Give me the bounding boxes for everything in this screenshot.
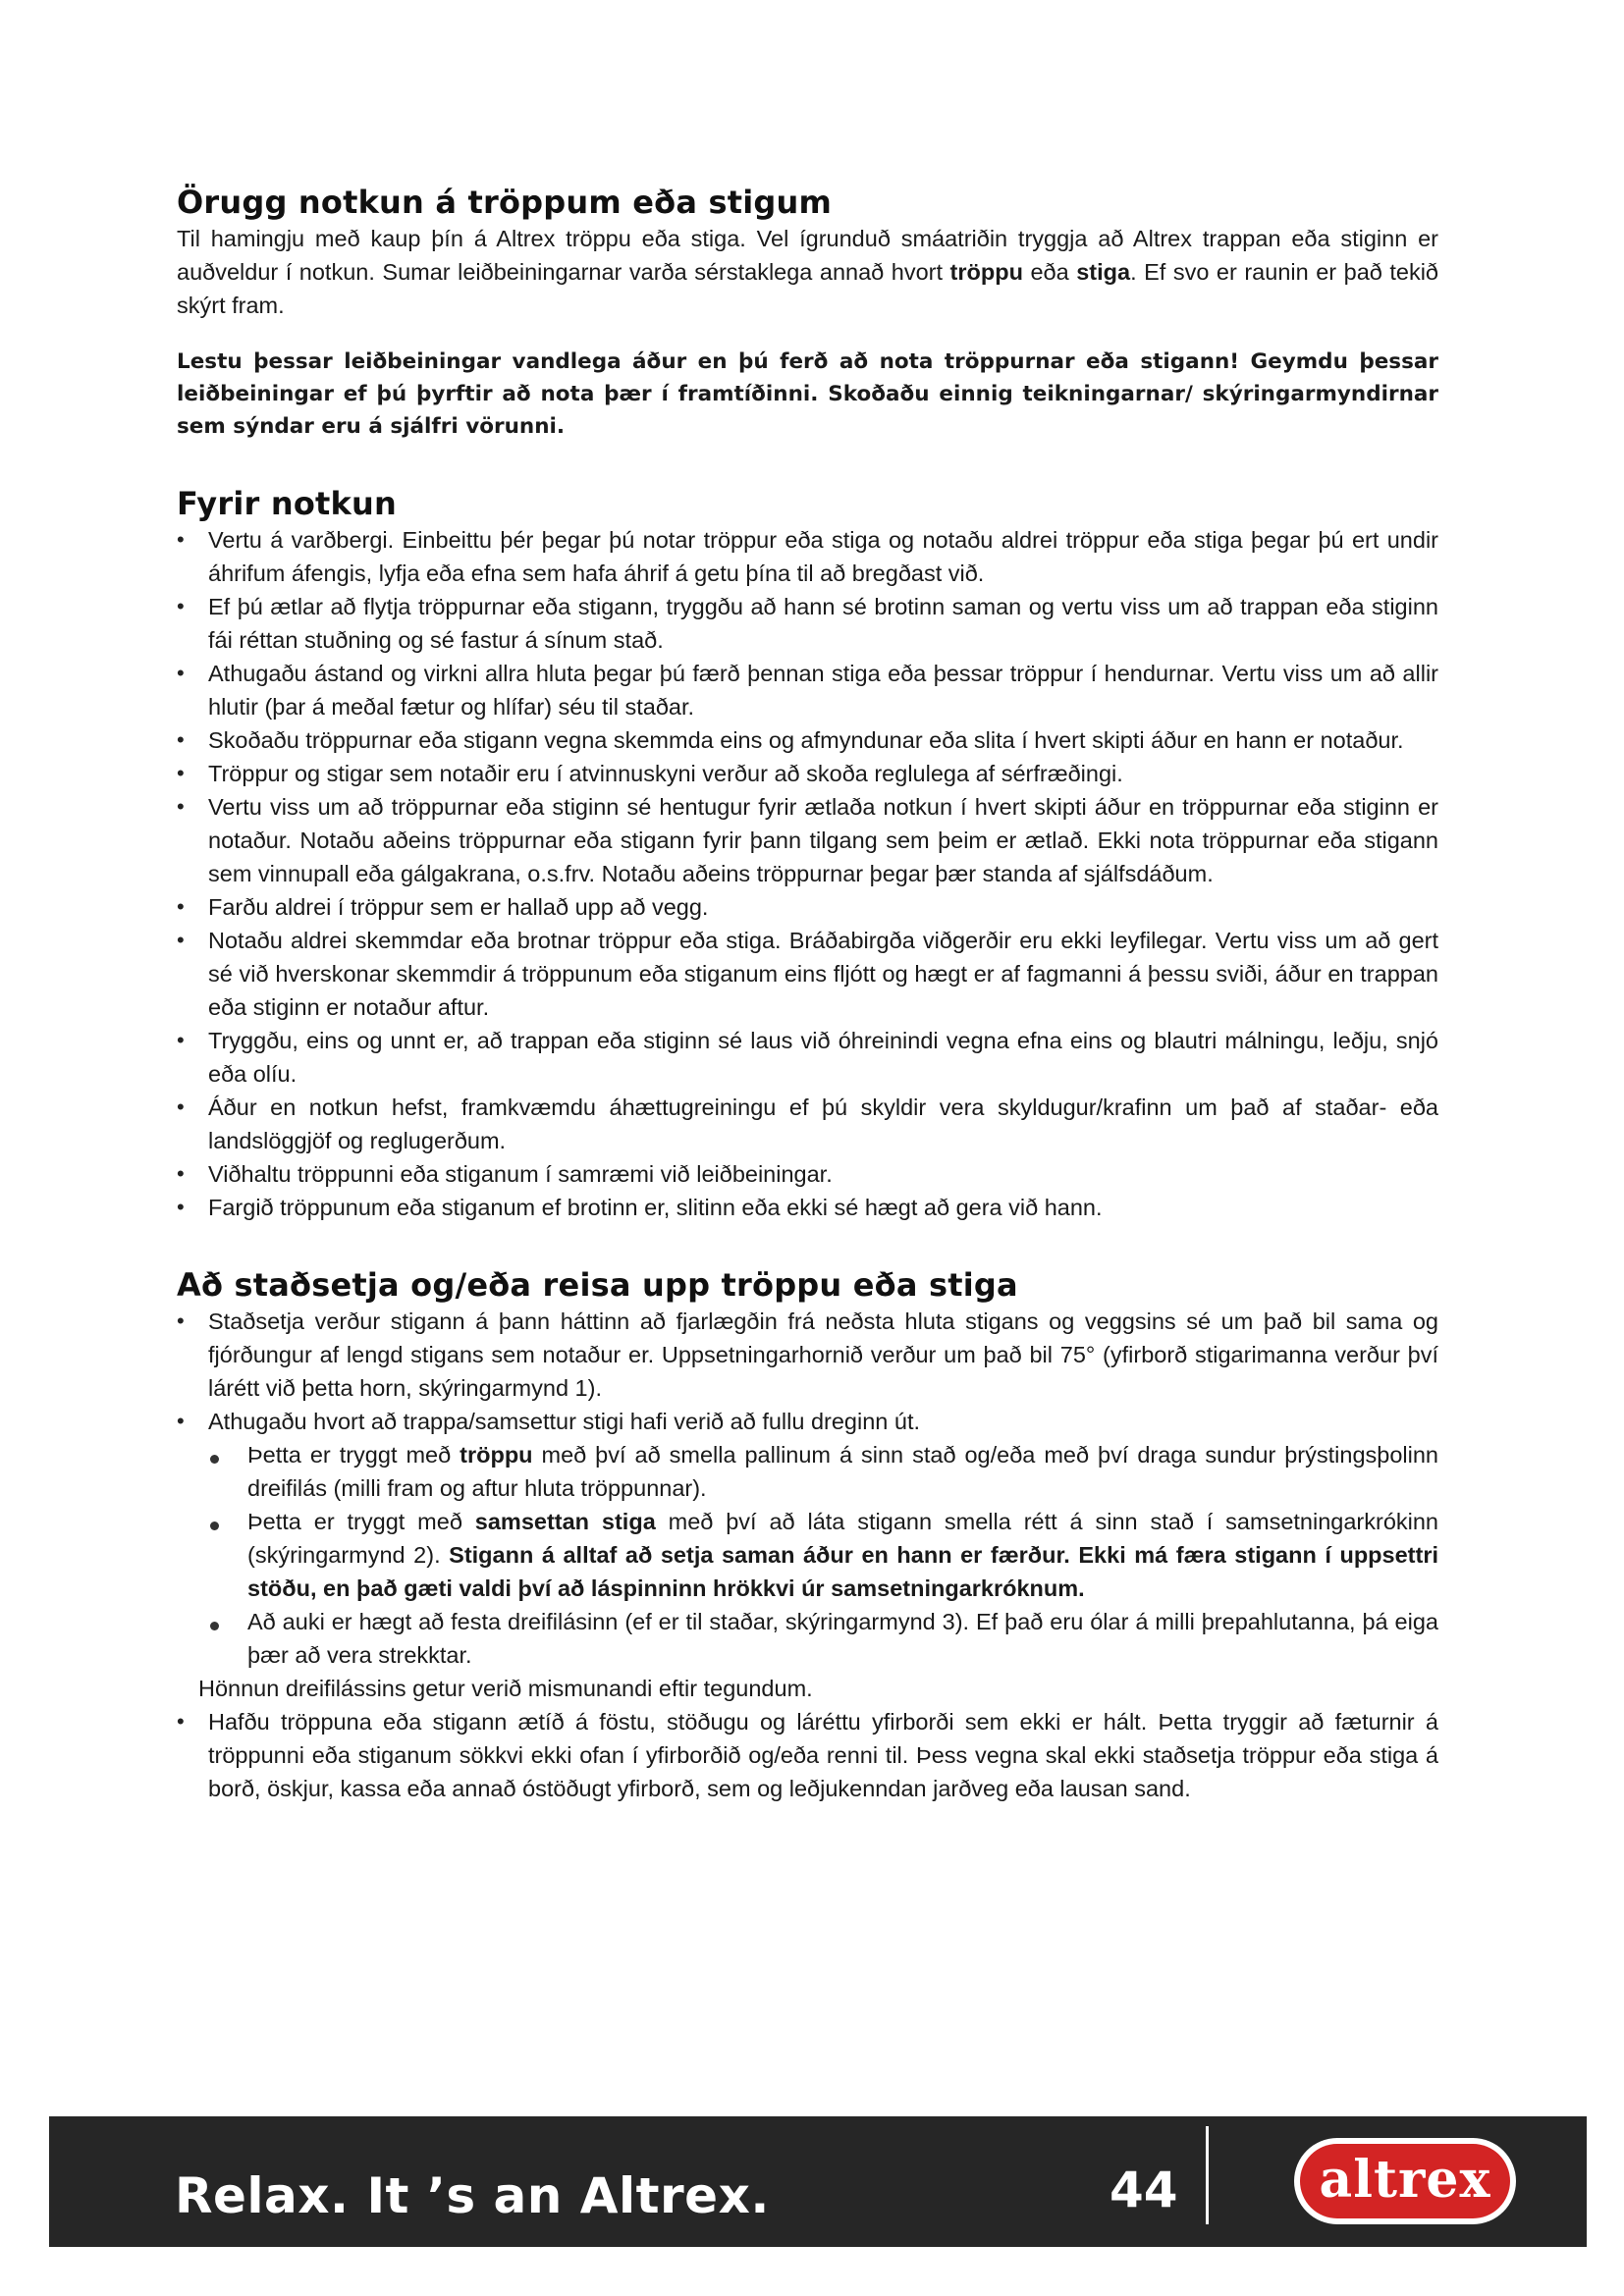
list-item: • Staðsetja verður stigann á þann háttinn að fjarlægðin frá neðsta hluta stigans og veggsins sé um það bil sama og fjórðungur af lengd stigans sem notaður er. Uppsetningarhornið verður um það bil 75° (yfirborð stigarimanna verður því lárétt við þetta horn, skýringarmynd 1). (177, 1305, 1438, 1405)
footer-slogan: Relax. It ’s an Altrex. (175, 2167, 770, 2224)
intro-text: Til hamingju með kaup þín á Altrex tröppu eða stiga. Vel ígrunduð smáatriðin tryggja að Altrex trappan eða stiginn er auðveldur í notkun. Sumar leiðbeiningarnar varða sérstaklega annað hvort (177, 226, 1438, 285)
warning-paragraph: Lestu þessar leiðbeiningar vandlega áður en þú ferð að nota tröppurnar eða stigann! Geymdu þessar leiðbeiningar ef þú þyrftir að nota þær í framtíðinni. Skoðaðu einnig teikningarnar/ skýringarmyndirnar sem sýndar eru á sjálfri vörunni. (177, 349, 1438, 439)
sub-bold-warning: Stigann á alltaf að setja saman áður en hann er færður. Ekki má færa stigann í uppsettri stöðu, en það gæti valdi því að láspinninn hrökkvi úr samsetningarkróknum. (247, 1542, 1438, 1601)
altrex-logo (1294, 2138, 1516, 2224)
list-item: • Skoðaðu tröppurnar eða stigann vegna skemmda eins og afmyndunar eða slita í hvert skipti áður en hann er notaður. (177, 723, 1438, 757)
positioning-sublist (206, 1438, 1438, 1672)
list-item: • Farðu aldrei í tröppur sem er hallað upp að vegg. (177, 890, 1438, 924)
list-item: • Tröppur og stigar sem notaðir eru í atvinnuskyni verður að skoða reglulega af sérfræðingi. (177, 757, 1438, 790)
list-item: • Vertu á varðbergi. Einbeittu þér þegar þú notar tröppur eða stiga og notaðu aldrei tröppur eða stiga þegar þú ert undir áhrifum áfengis, lyfja eða efna sem hafa áhrif á getu þína til að bregðast við. (177, 523, 1438, 590)
intro-bold-stiga: stiga (1076, 259, 1131, 285)
note-text: Hönnun dreifilássins getur verið mismunandi eftir tegundum. (198, 1676, 813, 1701)
section-title-safe-use: Örugg notkun á tröppum eða stigum (177, 184, 833, 221)
section-title-before-use: Fyrir notkun (177, 485, 397, 522)
footer-bar (49, 2116, 1587, 2247)
sub-text: Þetta er tryggt með (247, 1509, 475, 1534)
before-use-list (177, 523, 1438, 1224)
altrex-logo-badge (1300, 2144, 1510, 2218)
positioning-list (177, 1305, 1438, 1438)
list-item: • Ef þú ætlar að flytja tröppurnar eða stigann, tryggðu að hann sé brotinn saman og vertu viss um að trappan eða stiginn fái réttan stuðning og sé fastur á sínum stað. (177, 590, 1438, 657)
list-item: • Áður en notkun hefst, framkvæmdu áhættugreiningu ef þú skyldir vera skyldugur/krafinn um það af staðar- eða landslöggjöf og reglugerðum. (177, 1091, 1438, 1157)
sub-text: Þetta er tryggt með (247, 1442, 460, 1468)
intro-text: eða (1022, 259, 1077, 285)
altrex-logo-text: altrex (1319, 2149, 1491, 2210)
sub-text: með því að láta stigann smella rétt á sinn stað í samsetningarkrókinn (skýringarmynd 2). (247, 1509, 1438, 1568)
sub-list-item (206, 1505, 1438, 1605)
list-item: • Fargið tröppunum eða stiganum ef brotinn er, slitinn eða ekki sé hægt að gera við hann. (177, 1191, 1438, 1224)
sub-text: með því að smella pallinum á sinn stað og/eða með því draga sundur þrýstingsþolinn dreifilás (milli fram og aftur hluta tröppunnar). (247, 1442, 1438, 1501)
intro-text: . Ef svo er raunin er það tekið skýrt fram. (177, 259, 1438, 318)
page-number: 44 (1110, 2162, 1178, 2218)
page-content (177, 183, 1438, 1805)
footer-divider (1206, 2126, 1209, 2224)
intro-bold-troppu: tröppu (949, 259, 1023, 285)
list-item: • Vertu viss um að tröppurnar eða stiginn sé hentugur fyrir ætlaða notkun í hvert skipti áður en tröppurnar eða stiginn er notaður. Notaðu aðeins tröppurnar eða stigann fyrir þann tilgang sem þeim er ætlað. Ekki nota tröppurnar eða stigann sem vinnupall eða gálgakrana, o.s.frv. Notaðu aðeins tröppurnar þegar þær standa af sjálfsdáðum. (177, 790, 1438, 890)
sub-bold: tröppu (460, 1442, 533, 1468)
sub-list-item: Að auki er hægt að festa dreifilásinn (ef er til staðar, skýringarmynd 3). Ef það eru ólar á milli þrepahlutanna, þá eiga þær að vera strekktar. (206, 1605, 1438, 1672)
list-item: • Notaðu aldrei skemmdar eða brotnar tröppur eða stiga. Bráðabirgða viðgerðir eru ekki leyfilegar. Vertu viss um að gert sé við hverskonar skemmdir á tröppunum eða stiganum eins fljótt og hægt er af fagmanni á þessu sviði, áður en trappan eða stiginn er notaður aftur. (177, 924, 1438, 1024)
sub-bold: samsettan stiga (474, 1509, 656, 1534)
positioning-list-continued (177, 1705, 1438, 1805)
sub-list-item (206, 1438, 1438, 1505)
list-item: • Viðhaltu tröppunni eða stiganum í samræmi við leiðbeiningar. (177, 1157, 1438, 1191)
list-item: • Hafðu tröppuna eða stigann ætíð á föstu, stöðugu og láréttu yfirborði sem ekki er hált. Þetta tryggir að fæturnir á tröppunni eða stiganum sökkvi ekki ofan í yfirborðið og/eða renni til. Þess vegna skal ekki staðsetja tröppur eða stiga á borð, öskjur, kassa eða annað óstöðugt yfirborð, sem og leðjukenndan jarðveg eða lausan sand. (177, 1705, 1438, 1805)
intro-paragraph (177, 222, 1438, 322)
list-item: • Tryggðu, eins og unnt er, að trappan eða stiginn sé laus við óhreinindi vegna efna eins og blautri málningu, leðju, snjó eða olíu. (177, 1024, 1438, 1091)
list-item: • Athugaðu ástand og virkni allra hluta þegar þú færð þennan stiga eða þessar tröppur í hendurnar. Vertu viss um að allir hlutir (þar á meðal fætur og hlífar) séu til staðar. (177, 657, 1438, 723)
section-title-positioning: Að staðsetja og/eða reisa upp tröppu eða stiga (177, 1266, 1018, 1304)
list-item: • Athugaðu hvort að trappa/samsettur stigi hafi verið að fullu dreginn út. (177, 1405, 1438, 1438)
